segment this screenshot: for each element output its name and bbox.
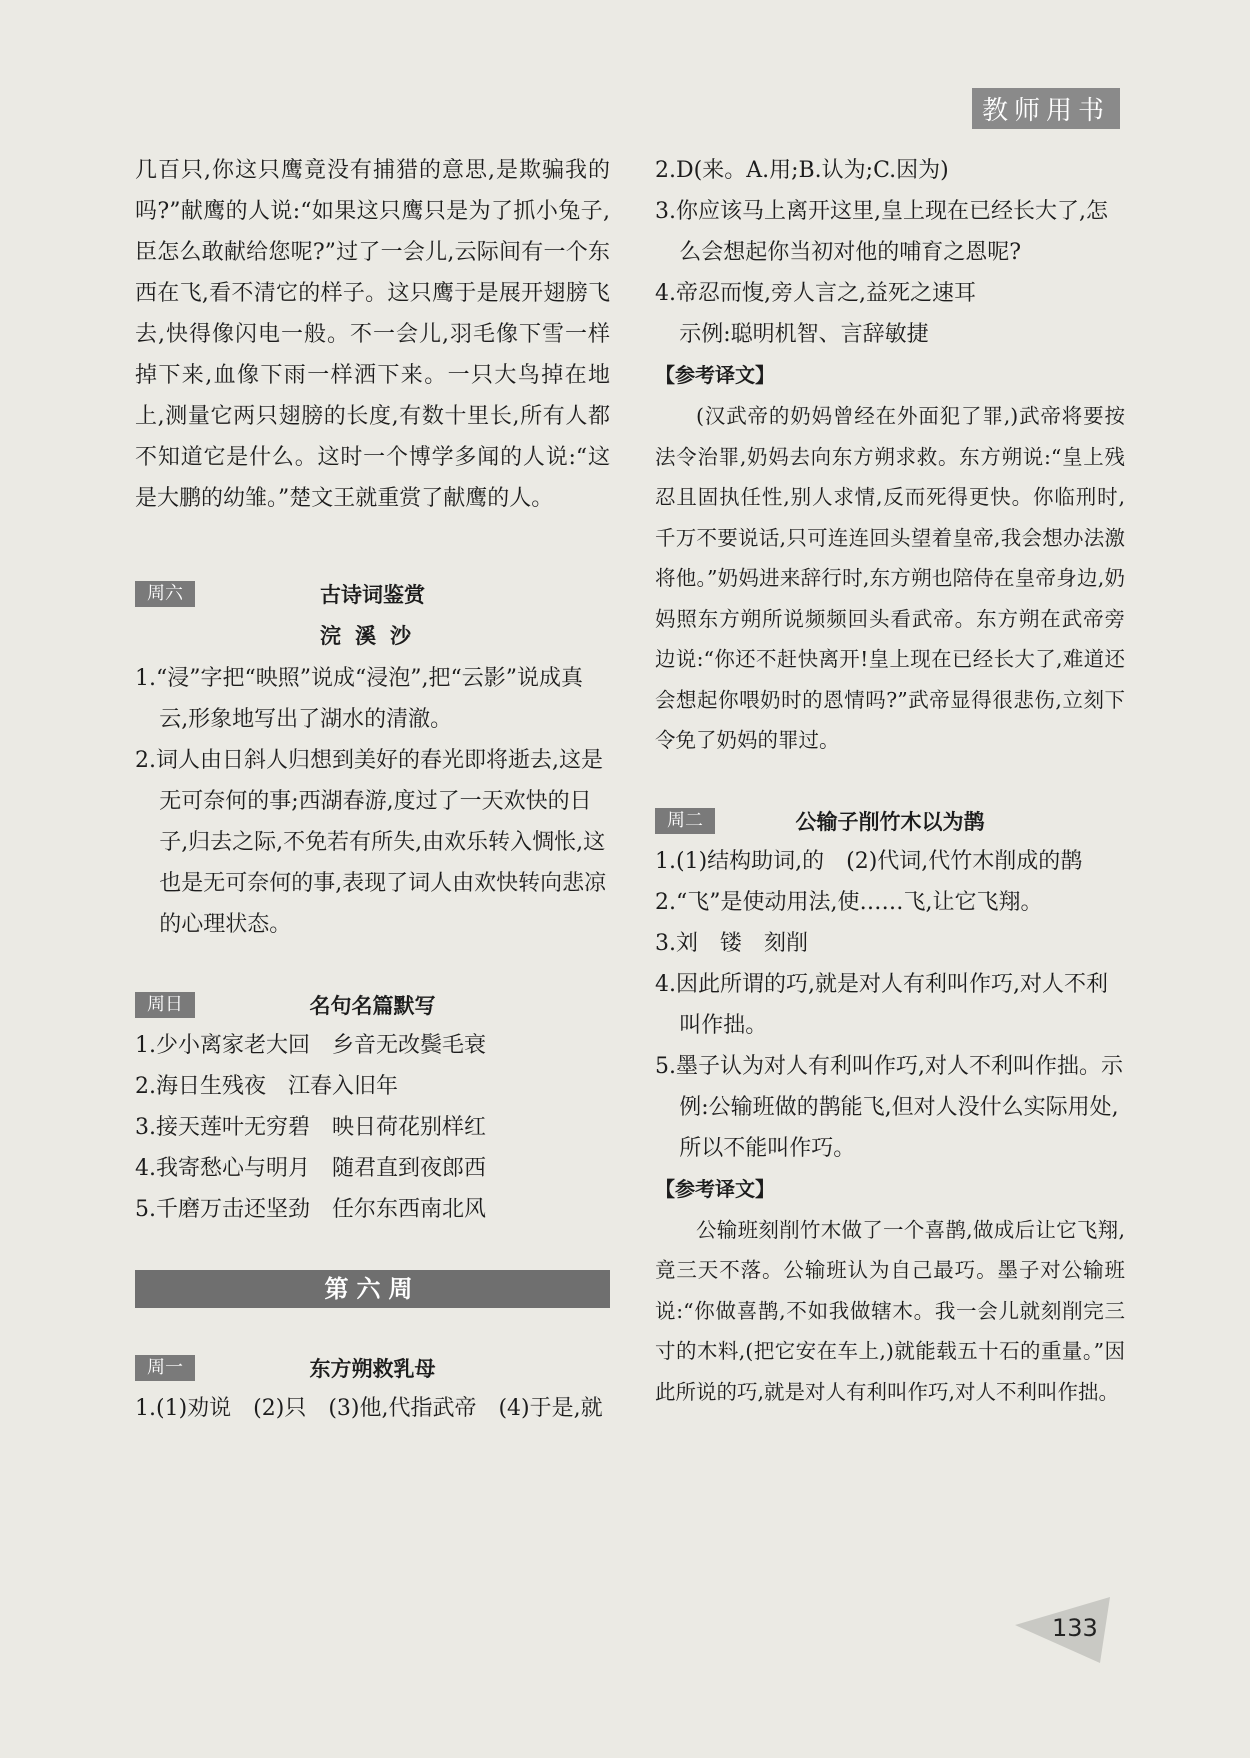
reference-translation-label: 【参考译文】 <box>655 1176 775 1201</box>
example-answer: 示例:聪明机智、言辞敏捷 <box>679 322 929 347</box>
reference-translation: (汉武帝的奶妈曾经在外面犯了罪,)武帝将要按法令治罪,奶妈去向东方朔求救。东方朔说:“皇上残忍且固执任性,别人求情,反而死得更快。你临刑时,千万不要说话,只可连连回头望着皇帝,我会想办法激将他。”奶妈进来辞行时,东方朔也陪侍在皇帝身边,奶妈照东方朔所说频频回头看武帝。东方朔在武帝旁边说:“你还不赶快离开!皇上现在已经长大了,难道还会想起你喂奶时的恩情吗?”武帝显得很悲伤,立刻下令免了奶妈的罪过。 <box>655 404 1125 752</box>
section-title-gongshu: 公输子削竹木以为鹊 <box>795 809 985 834</box>
answer-item: 2.D(来。A.用;B.认为;C.因为) <box>655 158 949 183</box>
day-badge-tuesday: 周二 <box>655 808 715 834</box>
answer-item: 4.帝忍而愎,旁人言之,益死之速耳 <box>655 281 976 306</box>
answer-item: 3.接天莲叶无穷碧 映日荷花别样红 <box>135 1115 486 1140</box>
answer-item: 1.“浸”字把“映照”说成“浸泡”,把“云影”说成真云,形象地写出了湖水的清澈。 <box>135 666 583 732</box>
page-number: 133 <box>1052 1614 1098 1642</box>
answer-item: 5.千磨万击还坚劲 任尔东西南北风 <box>135 1197 486 1222</box>
poem-title: 浣溪沙 <box>320 624 425 648</box>
day-badge-monday: 周一 <box>135 1355 195 1381</box>
week-banner: 第六周 <box>135 1270 610 1308</box>
page-number-badge <box>1040 1600 1110 1660</box>
answer-item: 3.你应该马上离开这里,皇上现在已经长大了,怎么会想起你当初对他的哺育之恩呢? <box>655 199 1108 265</box>
section-title-dongfang-shuo: 东方朔救乳母 <box>309 1357 436 1381</box>
answer-item: 2.“飞”是使动用法,使……飞,让它飞翔。 <box>655 889 1043 915</box>
section-title-famous-lines: 名句名篇默写 <box>309 994 436 1018</box>
reference-translation-label: 【参考译文】 <box>655 363 775 387</box>
answer-item: 1.(1)劝说 (2)只 (3)他,代指武帝 (4)于是,就 <box>135 1396 603 1421</box>
right-column <box>655 150 1125 1412</box>
teacher-book-tag: 教师用书 <box>972 88 1120 129</box>
day-badge-saturday: 周六 <box>135 581 195 607</box>
answer-item: 1.少小离家老大回 乡音无改鬓毛衰 <box>135 1033 486 1058</box>
answer-item: 4.我寄愁心与明月 随君直到夜郎西 <box>135 1156 486 1181</box>
section-monday-header <box>135 1348 610 1388</box>
answer-item: 5.墨子认为对人有利叫作巧,对人不利叫作拙。示例:公输班做的鹊能飞,但对人没什么实际用处,所以不能叫作巧。 <box>655 1053 1123 1161</box>
section-title-poetry-appreciation: 古诗词鉴赏 <box>320 583 425 607</box>
day-badge-sunday: 周日 <box>135 992 195 1018</box>
answer-item: 1.(1)结构助词,的 (2)代词,代竹木削成的鹊 <box>655 848 1083 874</box>
story-translation-continued: 几百只,你这只鹰竟没有捕猎的意思,是欺骗我的吗?”献鹰的人说:“如果这只鹰只是为了抓小兔子,臣怎么敢献给您呢?”过了一会儿,云际间有一个东西在飞,看不清它的样子。这只鹰于是展开翅膀飞去,快得像闪电一般。不一会儿,羽毛像下雪一样掉下来,血像下雨一样洒下来。一只大鸟掉在地上,测量它两只翅膀的长度,有数十里长,所有人都不知道它是什么。这时一个博学多闻的人说:“这是大鹏的幼雏。”楚文王就重赏了献鹰的人。 <box>135 158 610 511</box>
answer-item: 3.刘 镂 刻削 <box>655 930 808 956</box>
answer-item: 2.词人由日斜人归想到美好的春光即将逝去,这是无可奈何的事;西湖春游,度过了一天欢快的日子,归去之际,不免若有所失,由欢乐转入惆怅,这也是无可奈何的事,表现了词人由欢快转向悲凉的心理状态。 <box>135 748 607 937</box>
section-saturday-header <box>135 574 610 614</box>
answer-item: 2.海日生残夜 江春入旧年 <box>135 1074 398 1099</box>
left-column <box>135 150 610 1429</box>
section-sunday-header <box>135 985 610 1025</box>
reference-translation: 公输班刻削竹木做了一个喜鹊,做成后让它飞翔,竟三天不落。公输班认为自己最巧。墨子对公输班说:“你做喜鹊,不如我做辖木。我一会儿就刻削完三寸的木料,(把它安在车上,)就能载五十石的重量。”因此所说的巧,就是对人有利叫作巧,对人不利叫作拙。 <box>655 1217 1125 1404</box>
section-tuesday-header <box>655 801 1125 841</box>
answer-item: 4.因此所谓的巧,就是对人有利叫作巧,对人不利叫作拙。 <box>655 971 1108 1038</box>
